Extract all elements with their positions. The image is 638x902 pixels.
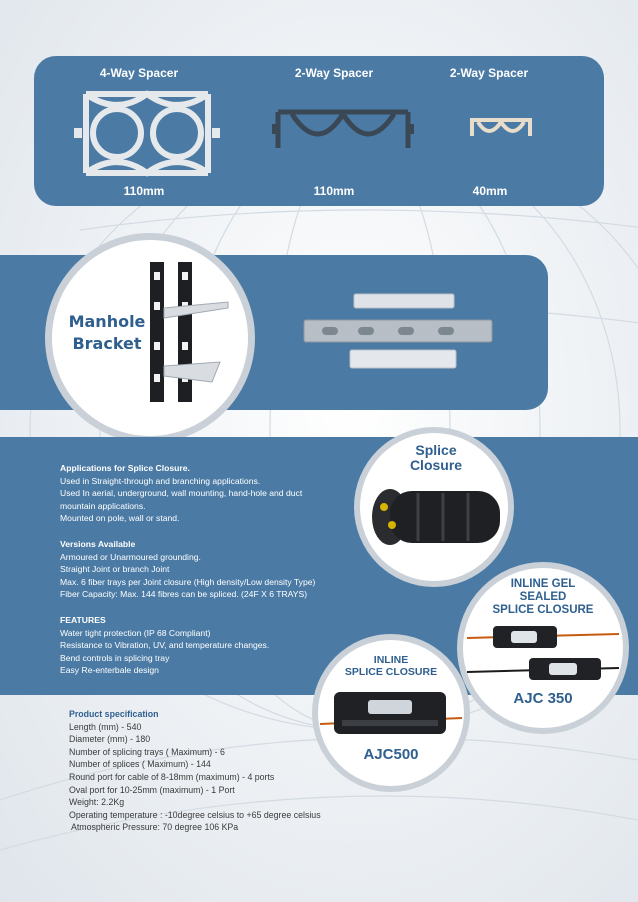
spacer-panel (34, 56, 604, 206)
manhole-title-line1: Manhole (68, 312, 146, 331)
applications-line: Used in Straight-through and branching applications. (60, 475, 261, 486)
manhole-bracket-image (142, 262, 232, 412)
features-line: Water tight protection (IP 68 Compliant) (60, 627, 211, 638)
spacer-title-1: 4-Way Spacer (99, 66, 179, 80)
spec-line: Round port for cable of 8-18mm (maximum) - 4 ports (69, 771, 275, 782)
versions-line: Straight Joint or branch Joint (60, 564, 170, 575)
inline-splice-line1: INLINE (373, 654, 409, 666)
versions-line: Armoured or Unarmoured grounding. (60, 551, 201, 562)
spec-line: Number of splices ( Maximum) - 144 (69, 759, 211, 770)
versions-block (60, 538, 315, 601)
features-block (60, 614, 269, 677)
inline-gel-closure-circle (463, 568, 623, 728)
inline-gel-title (463, 578, 623, 617)
spacer-size-1: 110mm (123, 184, 165, 198)
inline-splice-closure-image (320, 684, 462, 742)
inline-splice-title (318, 654, 464, 678)
spec-line: Diameter (mm) - 180 (69, 734, 151, 745)
manhole-title-line2: Bracket (72, 334, 142, 353)
spacer-size-3: 40mm (472, 184, 508, 198)
spec-line: Length (mm) - 540 (69, 721, 142, 732)
inline-gel-line2: SEALED (519, 591, 567, 603)
inline-splice-line2: SPLICE CLOSURE (344, 666, 438, 678)
applications-line: mountain applications. (60, 500, 146, 511)
features-line: Bend controls in splicing tray (60, 652, 170, 663)
two-way-spacer-110-image (270, 104, 416, 156)
applications-line: Mounted on pole, wall or stand. (60, 513, 180, 524)
spacer-title-3: 2-Way Spacer (449, 66, 529, 80)
inline-gel-closure-image (467, 622, 619, 688)
splice-closure-title (360, 443, 508, 473)
two-way-spacer-40-image (466, 114, 536, 144)
spec-line: Number of splicing trays ( Maximum) - 6 (69, 746, 225, 757)
spacer-title-2: 2-Way Spacer (294, 66, 374, 80)
spec-line: Operating temperature : -10degree celsius to +65 degree celsius (69, 809, 321, 820)
product-specification-block (69, 708, 321, 834)
manhole-bracket-title (64, 311, 150, 355)
versions-line: Fiber Capacity: Max. 144 fibres can be spliced. (24F X 6 TRAYS) (60, 589, 308, 600)
inline-splice-model: AJC500 (363, 746, 419, 763)
splice-closure-line2: Closure (409, 457, 463, 473)
versions-heading: Versions Available (60, 539, 136, 549)
four-way-spacer-image (72, 86, 222, 181)
inline-gel-line1: INLINE GEL (510, 578, 576, 590)
bracket-parts-image (298, 290, 498, 380)
features-line: Resistance to Vibration, UV, and temperature changes. (60, 640, 270, 651)
splice-closure-image (368, 477, 508, 557)
inline-splice-closure-circle (318, 640, 464, 786)
splice-closure-line1: Splice (415, 442, 457, 458)
features-line: Easy Re-enterbale design (60, 665, 159, 676)
versions-line: Max. 6 fiber trays per Joint closure (High density/Low density Type) (60, 576, 316, 587)
applications-line: Used In aerial, underground, wall mounting, hand-hole and duct (60, 488, 303, 499)
inline-gel-line3: SPLICE CLOSURE (492, 604, 594, 616)
spec-line: Weight: 2.2Kg (69, 797, 125, 808)
applications-heading: Applications for Splice Closure. (60, 463, 190, 473)
spec-heading: Product specification (69, 709, 159, 719)
spec-line: Oval port for 10-25mm (maximum) - 1 Port (69, 784, 235, 795)
applications-block (60, 462, 302, 525)
inline-gel-model: AJC 350 (513, 690, 573, 707)
splice-closure-circle (360, 433, 508, 581)
features-heading: FEATURES (60, 615, 106, 625)
spacer-size-2: 110mm (313, 184, 355, 198)
spec-line: Atmospheric Pressure: 70 degree 106 KPa (69, 822, 239, 833)
